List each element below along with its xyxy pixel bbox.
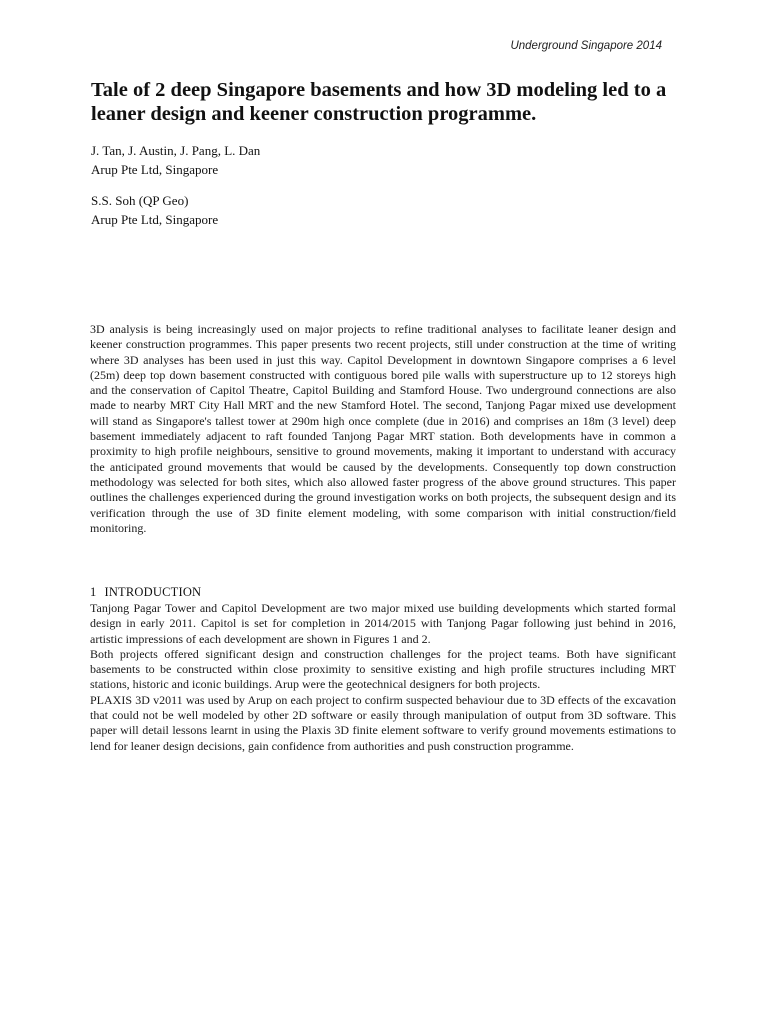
author-names: J. Tan, J. Austin, J. Pang, L. Dan bbox=[91, 143, 261, 158]
author-block-1 bbox=[91, 141, 260, 179]
section-title: INTRODUCTION bbox=[104, 585, 202, 599]
author-block-2 bbox=[91, 191, 218, 229]
running-head: Underground Singapore 2014 bbox=[510, 40, 662, 52]
paragraph: Both projects offered significant design and construction challenges for the project teams. Both have significant basements to be constructed within close proximity to sensitive existing and high profile structures including MRT stations, historic and iconic buildings. Arup were the geotechnical designers for both projects. bbox=[90, 646, 676, 692]
introduction-section bbox=[90, 584, 676, 754]
author-names: S.S. Soh (QP Geo) bbox=[91, 193, 189, 208]
section-heading bbox=[90, 584, 676, 600]
paragraph: Tanjong Pagar Tower and Capitol Development are two major mixed use building developments which started formal design in early 2011. Capitol is set for completion in 2014/2015 with Tanjong Pagar following just behind in 2016, artistic impressions of each development are shown in Figures 1 and 2. bbox=[90, 601, 676, 646]
abstract: 3D analysis is being increasingly used on major projects to refine traditional analyses to facilitate leaner design and keener construction programmes. This paper presents two recent projects, still under construction at the time of writing where 3D analyses has been used in just this way. Capitol Development in downtown Singapore comprises a 6 level (25m) deep top down basement constructed with contiguous bored pile walls with superstructure up to 12 storeys high and the conservation of Capitol Theatre, Capitol Building and Stamford House. Two underground connections are also made to nearby MRT City Hall MRT and the new Stamford Hotel. The second, Tanjong Pagar mixed use development will stand as Singapore's tallest tower at 290m high once complete (due in 2016) and comprises an 18m (3 level) deep basement immediately adjacent to raft founded Tanjong Pagar MRT station. Both developments have in common a proximity to high profile neighbours, sensitive to ground movements, making it important to understand with accuracy the anticipated ground movements that would be caused by the developments. Consequently top down construction methodology was selected for both sites, which also allowed faster progress of the above ground structures. This paper outlines the challenges experienced during the ground investigation works on both projects, the subsequent design and its verification through the use of 3D finite element modeling, with some comparison with initial construction/field monitoring. bbox=[90, 322, 676, 535]
paragraph: PLAXIS 3D v2011 was used by Arup on each project to confirm suspected behaviour due to 3D effects of the excavation that could not be well modeled by other 2D software or easily through manipulation of output from 3D software. This paper will detail lessons learnt in using the Plaxis 3D finite element software to verify ground movements estimations to lend for leaner design decisions, gain confidence from authorities and push construction programme. bbox=[90, 692, 676, 753]
author-affiliation: Arup Pte Ltd, Singapore bbox=[91, 162, 219, 177]
paper-title: Tale of 2 deep Singapore basements and how 3D modeling led to a leaner design and keener construction programme. bbox=[91, 79, 667, 125]
author-affiliation: Arup Pte Ltd, Singapore bbox=[91, 212, 219, 227]
section-number: 1 bbox=[90, 585, 97, 599]
